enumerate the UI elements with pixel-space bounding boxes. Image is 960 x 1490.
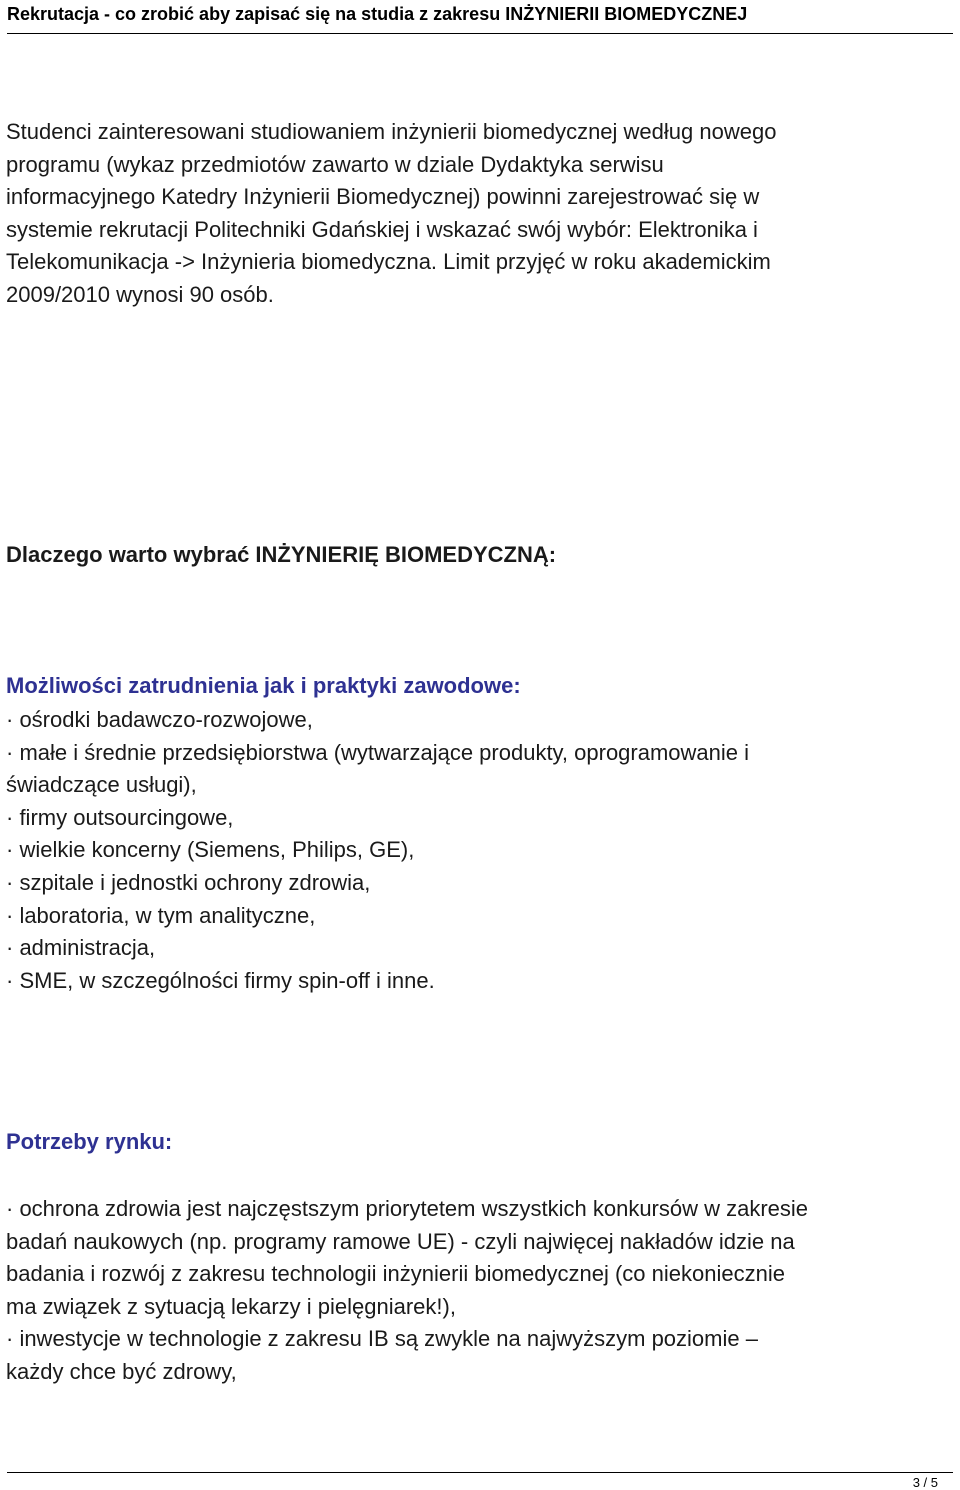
list-item: · inwestycje w technologie z zakresu IB są zwykle na najwyższym poziomie – (6, 1326, 758, 1352)
list-item-continuation: świadczące usługi), (6, 772, 197, 798)
intro-line: 2009/2010 wynosi 90 osób. (6, 281, 274, 307)
intro-line: Telekomunikacja -> Inżynieria biomedyczna. Limit przyjęć w roku akademickim (6, 249, 771, 275)
list-item-continuation: badań naukowych (np. programy ramowe UE) - czyli najwięcej nakładów idzie na (6, 1228, 795, 1254)
list-item-continuation: każdy chce być zdrowy, (6, 1358, 237, 1384)
intro-line: informacyjnego Katedry Inżynierii Biomedycznej) powinni zarejestrować się w (6, 184, 760, 210)
list-item: · szpitale i jednostki ochrony zdrowia, (6, 869, 371, 895)
list-item: · firmy outsourcingowe, (6, 804, 234, 830)
list-item: · ośrodki badawczo-rozwojowe, (6, 707, 313, 732)
intro-line: Studenci zainteresowani studiowaniem inżynierii biomedycznej według nowego (6, 119, 777, 144)
list-item: · ochrona zdrowia jest najczęstszym priorytetem wszystkich konkursów w zakresie (6, 1196, 809, 1221)
page-number: 3 / 5 (912, 1475, 938, 1490)
list-item-continuation: ma związek z sytuacją lekarzy i pielęgniarek!), (6, 1293, 456, 1319)
intro-line: systemie rekrutacji Politechniki Gdańskiej i wskazać swój wybór: Elektronika i (6, 216, 758, 242)
list-item: · administracja, (6, 935, 156, 961)
list-item: · SME, w szczególności firmy spin-off i inne. (6, 967, 435, 993)
list-item-continuation: badania i rozwój z zakresu technologii inżynierii biomedycznej (co niekoniecznie (6, 1261, 785, 1287)
page-header (7, 0, 953, 34)
document-title: Rekrutacja - co zrobić aby zapisać się na studia z zakresu INŻYNIERII BIOMEDYCZNEJ (7, 4, 748, 24)
footer-divider (7, 1472, 953, 1473)
list-item: · wielkie koncerny (Siemens, Philips, GE), (6, 837, 415, 863)
employment-heading: Możliwości zatrudnienia jak i praktyki zawodowe: (6, 673, 521, 698)
market-list (6, 1193, 956, 1389)
intro-paragraph (6, 116, 956, 312)
list-item: · laboratoria, w tym analityczne, (6, 902, 316, 928)
list-item: · małe i średnie przedsiębiorstwa (wytwarzające produkty, oprogramowanie i (6, 739, 750, 765)
intro-line: programu (wykaz przedmiotów zawarto w dziale Dydaktyka serwisu (6, 151, 664, 177)
employment-list (6, 704, 956, 997)
market-heading: Potrzeby rynku: (6, 1129, 173, 1154)
why-heading: Dlaczego warto wybrać INŻYNIERIĘ BIOMEDYCZNĄ: (6, 542, 557, 567)
